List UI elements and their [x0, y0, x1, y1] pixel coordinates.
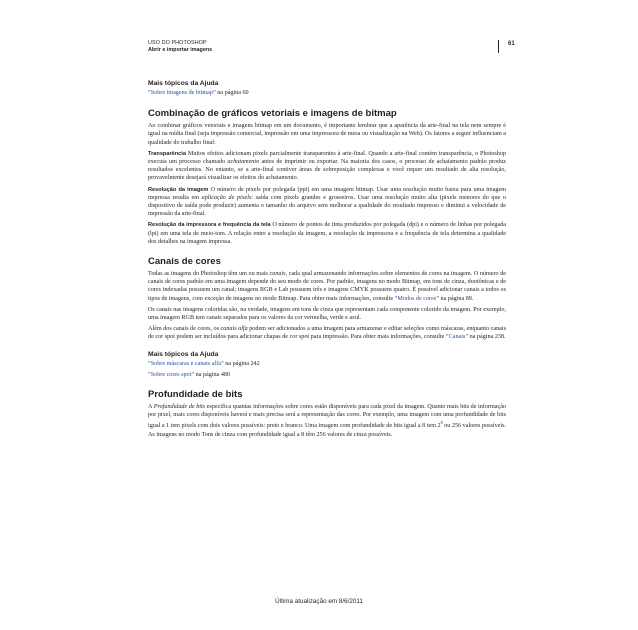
help-topics-heading: Mais tópicos da Ajuda [148, 80, 219, 87]
help-link-spot-colors[interactable]: “Sobre cores spot” [148, 371, 195, 378]
section-intro: Ao combinar gráficos vetoriais e imagens bitmap em um documento, é importante lembrar que a aparência da arte-final na tela nem sempre é igual na mídia final (seja impressão comercial, impressão em uma impressora de mesa ou visualização na Web). Os fatores a seguir influenciam a qualidade do trabalho final: [148, 123, 506, 146]
term-printer-resolution: Resolução da impressora e frequência da tela O número de pontos de tinta produzidos por polegada (dpi) e o número de linhas por polegada (lpi) em uma tela de meio-tom. A relação entre a resolução da imagem, a resolução da impressora e a frequência de tela determina a qualidade dos detalhes na imagem impressa. [148, 222, 506, 245]
header-product: USO DO PHOTOSHOP [148, 40, 207, 46]
help-link-bitmap-images[interactable]: “Sobre imagens de bitmap” [148, 90, 216, 96]
help-link-masks-alpha[interactable]: “Sobre máscaras e canais alfa” [148, 360, 224, 367]
page-number: 61 [498, 40, 515, 53]
term-label: Resolução da imagem [148, 186, 209, 193]
section-title-vector-bitmap: Combinação de gráficos vetoriais e imagens de bitmap [148, 108, 397, 120]
help-topic-item: “Sobre imagens de bitmap” na página 60 [148, 90, 249, 96]
paragraph: Todas as imagens do Photoshop têm um ou mais canais, cada qual armazenando informações sobre elementos de cores na imagem. O número de canais de cores padrão em uma imagem depende do seu modo de cores. Por padrão, imagens no modo Bitmap, em tons de cinza, duotônicas e de cores indexadas possuem um canal; imagens RGB e Lab possuem três e imagens CMYK possuem quatro. É possível adicionar canais a todos os tipos de imagens, com exceção de imagens no modo Bitmap. Para obter mais informações, consulte “Modos de cores” na página 89. [148, 271, 506, 302]
link-color-modes[interactable]: “Modos de cores” [394, 295, 439, 302]
term-image-resolution: Resolução da imagem O número de pixels por polegada (ppi) em uma imagem bitmap. Usar uma resolução muito baixa para uma imagem impressa resulta em aplicação de pixels: saída com pixels grandes e grosseiros. Usar uma resolução muito alta (pixels menores do que o dispositivo de saída pode produzir) aumenta o tamanho do arquivo sem melhorar a qualidade do resultado impresso e diminui a velocidade de impressão da arte-final. [148, 186, 506, 218]
section-title-color-channels: Canais de cores [148, 256, 221, 268]
term-label: Transparência [148, 150, 186, 157]
paragraph: A Profundidade de bits especifica quantas informações sobre cores estão disponíveis para cada pixel da imagem. Quanto mais bits de informação por pixel, mais cores disponíveis haverá e mais precisa será a representação das cores. Por exemplo, uma imagem com uma profundidade de bits igual a 1 tem pixels com dois valores possíveis: preto e branco. Uma imagem com profundidade de bits igual a 8 tem $2^8$ ou 256 valores possíveis. As imagens no modo Tons de cinza com profundidade igual a 8 têm 256 valores de cinza possíveis. [148, 404, 507, 438]
term-label: Resolução da impressora e frequência da tela [148, 222, 271, 229]
footer-last-updated: Última atualização em 8/6/2011 [275, 598, 363, 605]
help-topic-item: “Sobre máscaras e canais alfa” na página 242 [148, 360, 260, 367]
paragraph: Além dos canais de cores, os canais alfa podem ser adicionados a uma imagem para armazenar e editar seleções como máscaras, enquanto canais de cor spot podem ser incluídos para adicionar chapas de cor spot para impressão. Para obter mais informações, consulte “Canais” na página 238. [148, 326, 506, 341]
help-topic-item: “Sobre cores spot” na página 480 [148, 371, 231, 378]
term-transparency: Transparência Muitos efeitos adicionam pixels parcialmente transparentes à arte-final. Quando a arte-final contém transparência, o Photoshop executa um processo chamado achatamento antes de imprimir ou exportar. Na maioria dos casos, o processo de achatamento padrão produz resultados excelentes. No entanto, se a arte-final contiver áreas de sobreposição complexas e você requer um resultado de alta resolução, provavelmente desejará visualizar os efeitos do achatamento. [148, 150, 507, 182]
page-content [148, 80, 506, 439]
paragraph: Os canais nas imagens coloridas são, na verdade, imagens em tons de cinza que representam cada componente colorido da imagem. Por exemplo, uma imagem RGB tem canais separados para os valores da cor vermelha, verde e azul. [148, 306, 506, 322]
link-channels[interactable]: “Canais” [445, 334, 469, 341]
section-title-bit-depth: Profundidade de bits [148, 389, 243, 401]
help-topics-heading: Mais tópicos da Ajuda [148, 350, 219, 358]
running-header [148, 40, 212, 54]
header-chapter: Abrir e importar imagens [148, 47, 213, 54]
